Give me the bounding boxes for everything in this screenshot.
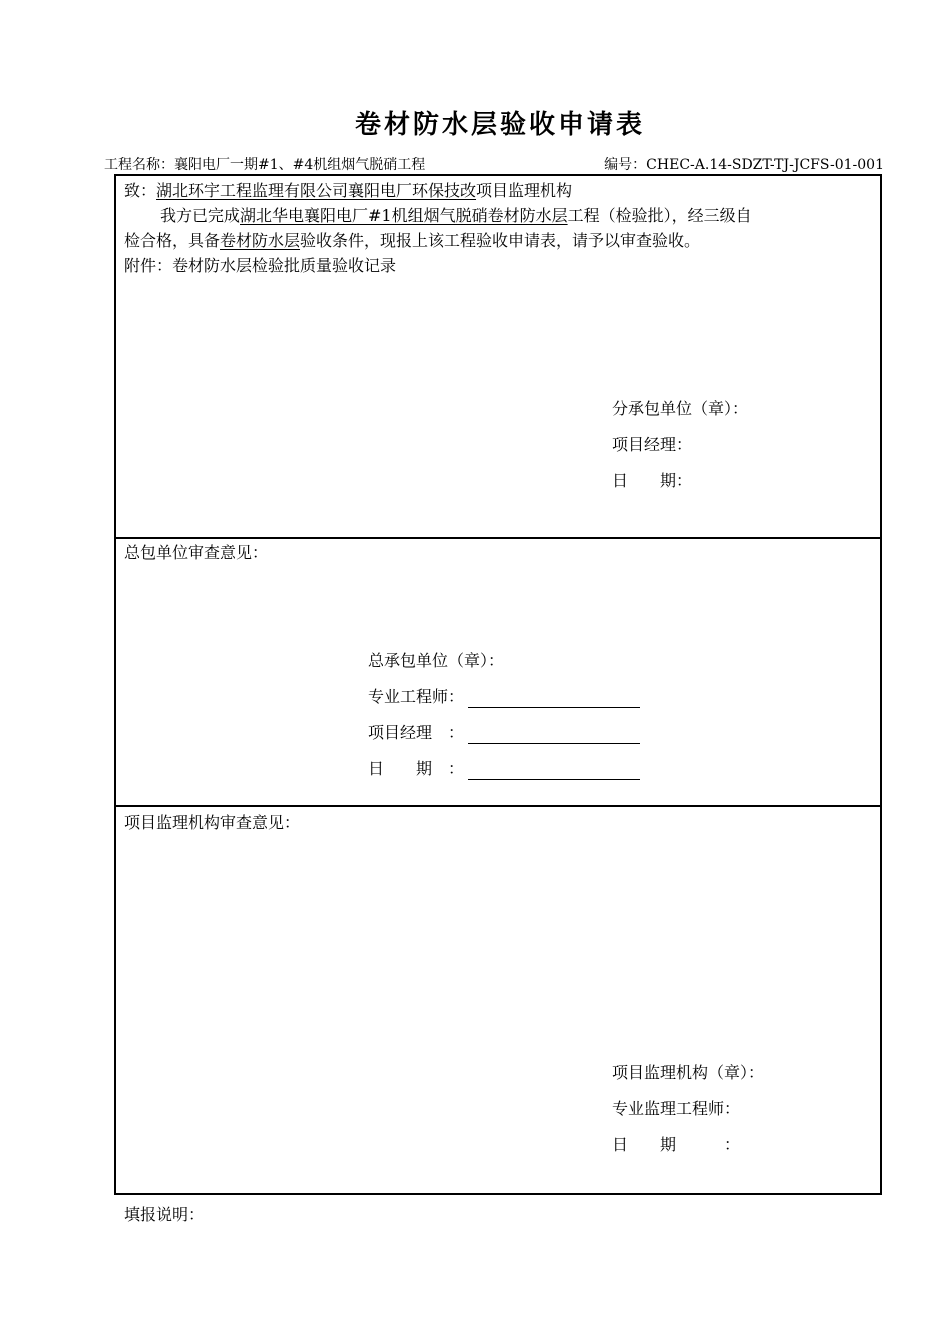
gc-engineer-label: 专业工程师： — [368, 687, 465, 706]
gc-engineer-row — [368, 686, 640, 708]
supervisor-org: 湖北环宇工程监理有限公司襄阳电厂环保技改 — [156, 181, 477, 200]
gc-manager-signature-line[interactable] — [468, 727, 640, 744]
subcontractor-date-label: 日 期： — [612, 471, 693, 490]
gc-manager-label: 项目经理 ： — [368, 723, 465, 742]
section-divider-2 — [116, 805, 880, 807]
form-code — [604, 154, 884, 174]
attachment-line: 附件：卷材防水层检验批质量验收记录 — [124, 256, 397, 275]
subcontractor-manager-label: 项目经理： — [612, 435, 693, 454]
supervisor-review-heading: 项目监理机构审查意见： — [124, 813, 301, 832]
fill-instructions-label: 填报说明： — [124, 1205, 205, 1224]
subcontractor-seal-label: 分承包单位（章）： — [612, 399, 749, 418]
gc-engineer-signature-line[interactable] — [468, 691, 640, 708]
project-label: 工程名称： — [104, 157, 174, 173]
application-body-line2: 检合格，具备卷材防水层验收条件，现报上该工程验收申请表，请予以审查验收。 — [124, 231, 701, 250]
supervisor-date-label: 日 期 ： — [612, 1135, 741, 1154]
gc-date-line[interactable] — [468, 763, 640, 780]
form-title: 卷材防水层验收申请表 — [354, 110, 645, 140]
supervisor-engineer-label: 专业监理工程师： — [612, 1099, 741, 1118]
application-form-table — [114, 174, 882, 1195]
section-divider-1 — [116, 537, 880, 539]
project-scope: 湖北华电襄阳电厂#1机组烟气脱硝卷材防水层 — [240, 206, 568, 225]
code-value: CHEC-A.14-SDZT-TJ-JCFS-01-001 — [646, 157, 884, 173]
supervisor-seal-label: 项目监理机构（章）： — [612, 1063, 765, 1082]
code-label: 编号： — [604, 157, 647, 173]
inspection-item: 卷材防水层 — [220, 231, 301, 250]
gc-date-label: 日 期 ： — [368, 759, 465, 778]
gc-manager-row — [368, 722, 640, 744]
general-contractor-seal-label: 总承包单位（章）： — [368, 651, 505, 670]
project-info — [104, 154, 425, 174]
project-name: 襄阳电厂一期#1、#4机组烟气脱硝工程 — [174, 157, 426, 173]
application-body-line1: 我方已完成湖北华电襄阳电厂#1机组烟气脱硝卷材防水层工程（检验批），经三级自 — [160, 206, 752, 225]
addressee-line: 致：湖北环宇工程监理有限公司襄阳电厂环保技改项目监理机构 — [124, 181, 573, 200]
gc-date-row — [368, 758, 640, 780]
general-contractor-review-heading: 总包单位审查意见： — [124, 543, 269, 562]
